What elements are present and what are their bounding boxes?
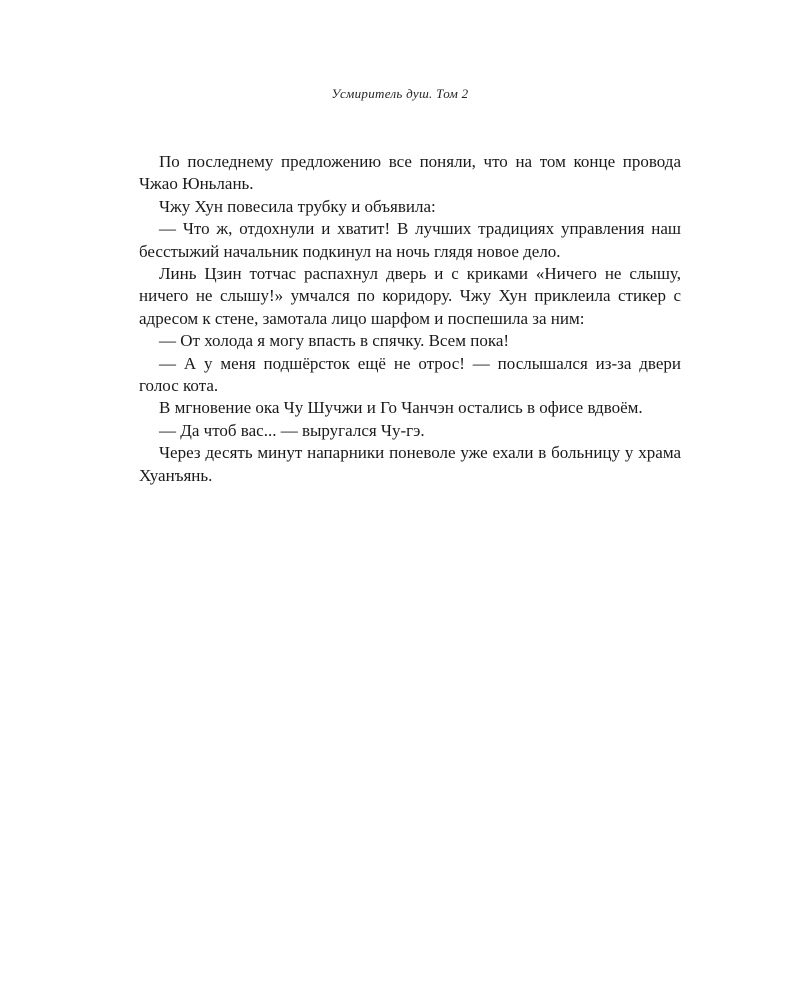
paragraph: — А у меня подшёрсток ещё не отрос! — послышался из-за двери голос кота.	[139, 353, 681, 396]
paragraph: — Что ж, отдохнули и хватит! В лучших традициях управления наш бесстыжий начальник подкинул на ночь глядя новое дело.	[139, 219, 681, 261]
paragraph: Чжу Хун повесила трубку и объявила:	[159, 196, 436, 216]
paragraph: По последнему предложению все поняли, что на том конце провода Чжао Юньлань.	[139, 152, 681, 194]
paragraph: — Да чтоб вас... — выругался Чу-гэ.	[159, 420, 425, 440]
paragraph: Через десять минут напарники поневоле уже ехали в больницу у храма Хуанъянь.	[139, 443, 681, 485]
paragraph: Линь Цзин тотчас распахнул дверь и с криками «Ничего не слышу, ничего не слышу!» умчался по коридору. Чжу Хун приклеила стикер с адресом к стене, замотала лицо шарфом и поспешила за ним:	[139, 264, 681, 328]
page-body	[139, 151, 681, 487]
running-title: Усмиритель душ. Том 2	[331, 86, 469, 101]
paragraph: — От холода я могу впасть в спячку. Всем пока!	[159, 331, 510, 351]
paragraph: В мгновение ока Чу Шучжи и Го Чанчэн остались в офисе вдвоём.	[159, 398, 643, 418]
